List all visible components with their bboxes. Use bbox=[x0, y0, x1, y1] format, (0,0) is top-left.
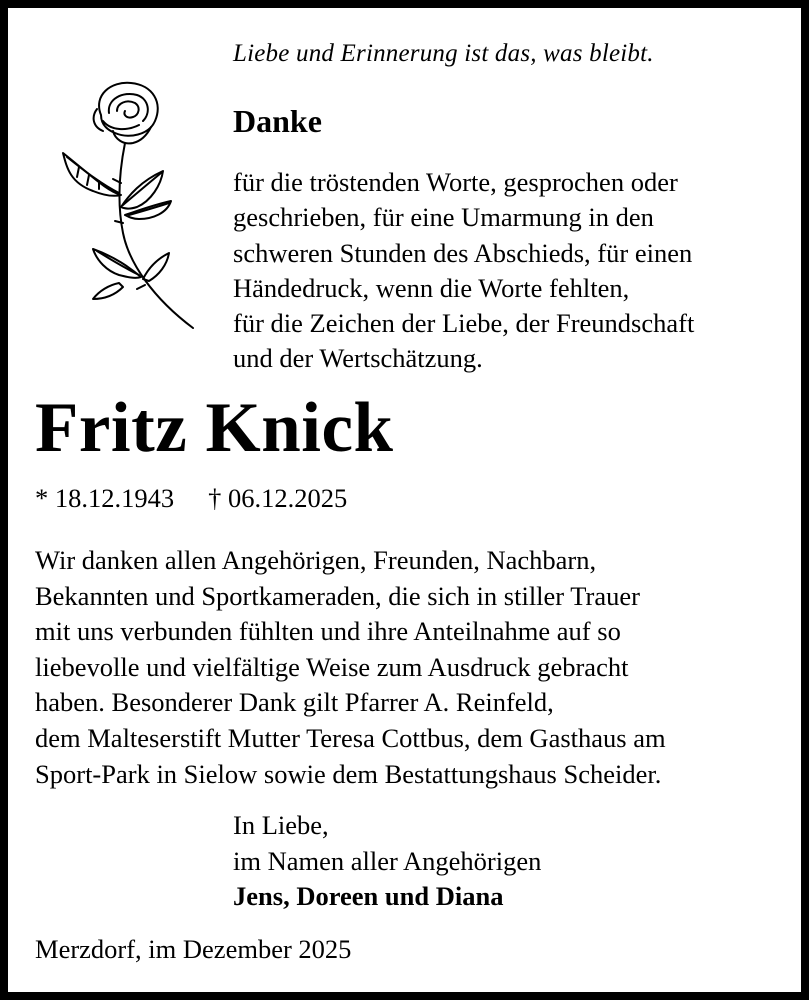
life-dates bbox=[35, 483, 347, 514]
birth-date: * 18.12.1943 bbox=[35, 483, 175, 513]
signature-greeting: In Liebe, bbox=[233, 810, 329, 840]
signature-on-behalf: im Namen aller Angehörigen bbox=[233, 845, 542, 876]
signature-names: Jens, Doreen und Diana bbox=[233, 881, 504, 911]
thanks-line: und der Wertschätzung. bbox=[233, 343, 483, 374]
thanks-paragraph bbox=[233, 165, 694, 377]
thanks-line: geschrieben, für eine Umarmung in den bbox=[233, 202, 654, 233]
thanks-line: für die tröstenden Worte, gesprochen oder bbox=[233, 167, 678, 197]
acknowledgement-paragraph bbox=[35, 543, 666, 792]
place-date: Merzdorf, im Dezember 2025 bbox=[35, 934, 352, 964]
motto: Liebe und Erinnerung ist das, was bleibt. bbox=[233, 40, 654, 67]
signature-block bbox=[233, 808, 541, 915]
body-line: dem Malteserstift Mutter Teresa Cottbus, dem Gasthaus am bbox=[35, 722, 666, 753]
rose-icon bbox=[53, 73, 203, 335]
deceased-name: Fritz Knick bbox=[35, 389, 394, 467]
danke-heading: Danke bbox=[233, 103, 322, 139]
body-line: mit uns verbunden fühlten und ihre Anteilnahme auf so bbox=[35, 616, 621, 647]
body-line: Wir danken allen Angehörigen, Freunden, Nachbarn, bbox=[35, 545, 597, 575]
body-line: Bekannten und Sportkameraden, die sich in stiller Trauer bbox=[35, 580, 640, 611]
thanks-line: für die Zeichen der Liebe, der Freundschaft bbox=[233, 308, 695, 339]
death-date: † 06.12.2025 bbox=[208, 483, 348, 513]
body-line: Sport-Park in Sielow sowie dem Bestattungshaus Scheider. bbox=[35, 758, 662, 789]
body-line: liebevolle und vielfältige Weise zum Ausdruck gebracht bbox=[35, 651, 629, 682]
thanks-line: Händedruck, wenn die Worte fehlten, bbox=[233, 272, 630, 303]
body-line: haben. Besonderer Dank gilt Pfarrer A. Reinfeld, bbox=[35, 687, 554, 718]
thanks-line: schweren Stunden des Abschieds, für einen bbox=[233, 237, 693, 268]
